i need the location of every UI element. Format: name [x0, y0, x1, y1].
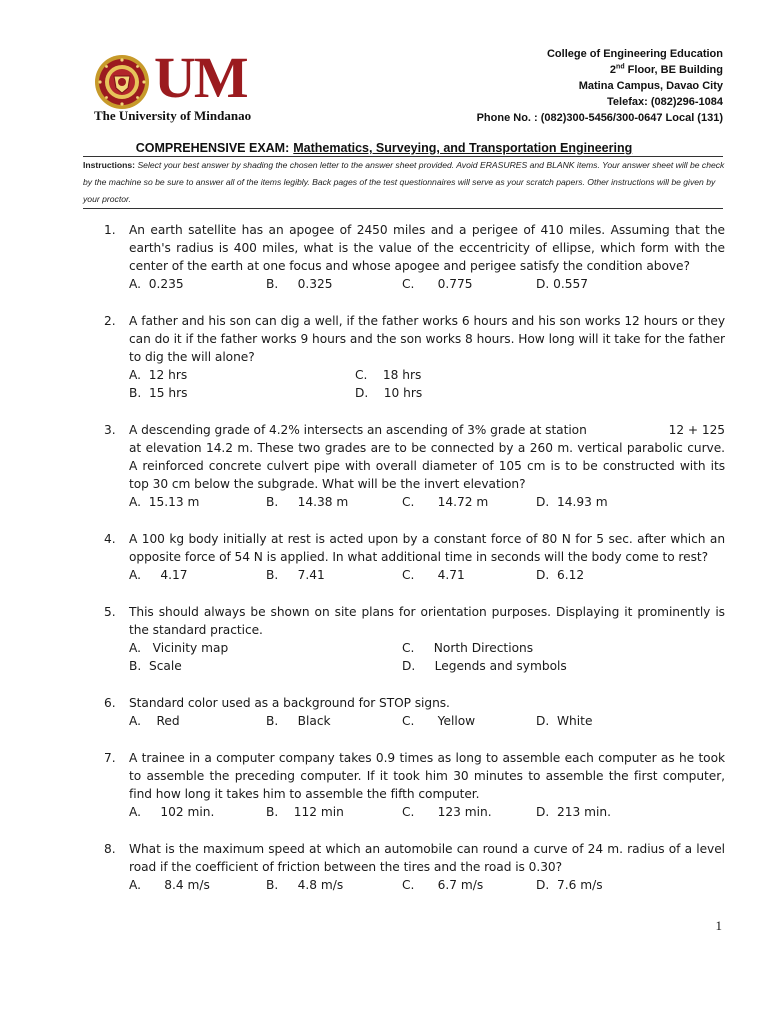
answer-options	[129, 803, 725, 821]
question-number: 1.	[104, 223, 116, 237]
question-text: A father and his son can dig a well, if the father works 6 hours and his son works 12 hours or they can do it if the father works 9 hours and the son works 8 hours. How long will it take for the father to dig the will alone?	[129, 314, 725, 364]
answer-options-row-1	[129, 366, 725, 384]
option-d: D. 10 hrs	[355, 386, 423, 400]
option-d: D. 7.6 m/s	[536, 878, 603, 892]
logo-wordmark: UM	[154, 45, 247, 110]
option-b: B. 15 hrs	[129, 386, 188, 400]
college-contact-block	[477, 46, 723, 126]
question-number: 7.	[104, 751, 116, 765]
option-a: A. 15.13 m	[129, 495, 200, 509]
option-b: B. Scale	[129, 659, 182, 673]
question-text-continued: at elevation 14.2 m. These two grades are to be connected by a 260 m. vertical parabolic curve. A reinforced concrete culvert pipe with overall diameter of 105 cm is to be constructed with its top 30 cm below the subgrade. What will be the invert elevation?	[129, 441, 725, 491]
option-c: C. 123 min.	[402, 805, 492, 819]
question-5	[104, 603, 725, 675]
option-b: B. 14.38 m	[266, 495, 349, 509]
university-logo	[92, 45, 267, 125]
question-8	[104, 840, 725, 894]
answer-options-row-2	[129, 657, 725, 675]
exam-title	[0, 141, 768, 155]
phone-number: Phone No. : (082)300-5456/300-0647 Local (131)	[476, 112, 723, 124]
instructions	[83, 157, 725, 208]
option-c: C. Yellow	[402, 714, 476, 728]
question-number: 4.	[104, 532, 116, 546]
option-a: A. Red	[129, 714, 180, 728]
answer-options	[129, 493, 725, 511]
option-c: C. North Directions	[402, 641, 534, 655]
answer-options-row-1	[129, 639, 725, 657]
telefax: Telefax: (082)296-1084	[607, 96, 723, 108]
instructions-text: Select your best answer by shading the chosen letter to the answer sheet provided. Avoid ERASURES and BLANK items. Your answer sheet will be check by the machine so be sure to answer all of the items legibly. Back pages of the test questionnaires will serve as your scratch papers. Other instructions will be given by your proctor.	[83, 160, 725, 204]
question-list	[104, 221, 725, 913]
answer-options-row-2	[129, 384, 725, 402]
question-number: 2.	[104, 314, 116, 328]
college-name: College of Engineering Education	[546, 48, 723, 60]
option-d: D. 6.12	[536, 568, 585, 582]
option-d: D. Legends and symbols	[402, 659, 567, 673]
option-b: B. Black	[266, 714, 331, 728]
option-b: B. 7.41	[266, 568, 325, 582]
question-2	[104, 312, 725, 402]
answer-options	[129, 566, 725, 584]
option-b: B. 112 min	[266, 805, 344, 819]
option-a: A. Vicinity map	[129, 641, 229, 655]
page-number: 1	[715, 918, 722, 933]
question-4	[104, 530, 725, 584]
question-text: A 100 kg body initially at rest is acted upon by a constant force of 80 N for 5 sec. after which an opposite force of 54 N is applied. In what additional time in seconds will the body come to rest?	[129, 532, 725, 564]
question-6	[104, 694, 725, 730]
question-number: 3.	[104, 423, 116, 437]
option-c: C. 6.7 m/s	[402, 878, 484, 892]
question-number: 6.	[104, 696, 116, 710]
answer-options	[129, 876, 725, 894]
question-text: An earth satellite has an apogee of 2450 miles and a perigee of 410 miles. Assuming that the earth's radius is 400 miles, what is the value of the eccentricity of ellipse, which form with the center of the earth at one focus and whose apogee and perigee satisfy the condition above?	[129, 223, 725, 273]
option-d: D. 14.93 m	[536, 495, 608, 509]
question-7	[104, 749, 725, 821]
question-text: A trainee in a computer company takes 0.9 times as long to assemble each computer as he took to assemble the preceding computer. If it took him 30 minutes to assemble the first computer, find how long it takes him to assemble the fifth computer.	[129, 751, 725, 801]
option-a: A. 12 hrs	[129, 368, 188, 382]
question-text: A descending grade of 4.2% intersects an ascending of 3% grade at station 12 + 125	[129, 423, 725, 437]
option-c: C. 4.71	[402, 568, 465, 582]
question-text: What is the maximum speed at which an automobile can round a curve of 24 m. radius of a level road if the coefficient of friction between the tires and the road is 0.30?	[129, 842, 725, 874]
option-c: C. 18 hrs	[355, 368, 422, 382]
exam-title-prefix: COMPREHENSIVE EXAM:	[135, 141, 290, 155]
option-d: D. White	[536, 714, 593, 728]
question-number: 8.	[104, 842, 116, 856]
question-3	[104, 421, 725, 511]
instructions-label: Instructions:	[83, 160, 136, 170]
option-c: C. 14.72 m	[402, 495, 489, 509]
university-seal-icon	[94, 54, 150, 110]
option-a: A. 4.17	[129, 568, 188, 582]
question-text: This should always be shown on site plans for orientation purposes. Displaying it prominently is the standard practice.	[129, 605, 725, 637]
answer-options	[129, 275, 725, 293]
answer-options	[129, 712, 725, 730]
campus-address: Matina Campus, Davao City	[578, 80, 723, 92]
option-b: B. 4.8 m/s	[266, 878, 344, 892]
question-1	[104, 221, 725, 293]
option-a: A. 0.235	[129, 277, 184, 291]
option-d: D. 0.557	[536, 277, 589, 291]
divider-bottom	[83, 208, 723, 209]
option-d: D. 213 min.	[536, 805, 611, 819]
option-a: A. 8.4 m/s	[129, 878, 210, 892]
university-name: The University of Mindanao	[94, 108, 252, 123]
option-a: A. 102 min.	[129, 805, 215, 819]
station-value: 12 + 125	[668, 423, 725, 437]
option-b: B. 0.325	[266, 277, 333, 291]
question-number: 5.	[104, 605, 116, 619]
exam-title-subject: Mathematics, Surveying, and Transportation Engineering	[293, 141, 633, 155]
option-c: C. 0.775	[402, 277, 473, 291]
question-text: Standard color used as a background for STOP signs.	[129, 696, 450, 710]
building-floor: 2nd Floor, BE Building	[609, 63, 723, 76]
